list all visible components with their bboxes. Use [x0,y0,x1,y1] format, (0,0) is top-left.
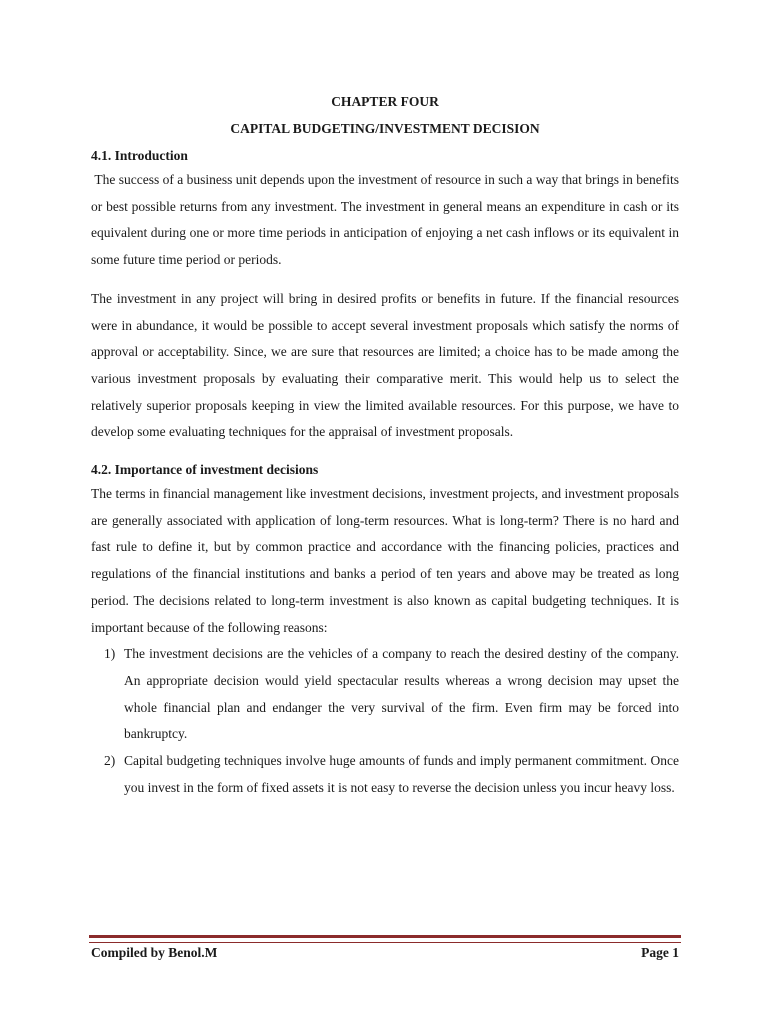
reasons-list [91,641,679,801]
list-item-number: 1) [104,646,116,662]
list-item [91,748,679,801]
section-heading-importance: 4.2. Importance of investment decisions [91,462,319,478]
footer-divider [89,935,681,943]
footer-author: Compiled by Benol.M [91,945,218,960]
paragraph-intro-1: The success of a business unit depends upon the investment of resource in such a way that brings in benefits or best possible returns from any investment. The investment in general means an expenditure in cash or its equivalent during one or more time periods in anticipation of enjoying a net cash inflows or its equivalent in some future time period or periods. [91,172,683,268]
paragraph-importance: The terms in financial management like investment decisions, investment projects, and investment proposals are generally associated with application of long-term resources. What is long-term? There is no hard and fast rule to define it, but by common practice and accordance with the financing policies, practices and regulations of the financial institutions and banks a period of ten years and above may be treated as long period. The decisions related to long-term investment is also known as capital budgeting techniques. It is important because of the following reasons: [91,486,679,635]
chapter-number: CHAPTER FOUR [331,94,439,109]
page-content [91,92,683,801]
paragraph-intro-2: The investment in any project will bring in desired profits or benefits in future. If the financial resources were in abundance, it would be possible to accept several investment proposals which satisfy the norms of approval or acceptability. Since, we are sure that resources are limited; a choice has to be made among the various investment proposals by evaluating their comparative merit. This would help us to select the relatively superior proposals keeping in view the limited available resources. For this purpose, we have to develop some evaluating techniques for the appraisal of investment proposals. [91,290,679,440]
list-item-text: The investment decisions are the vehicles of a company to reach the desired destiny of the company. An appropriate decision would yield spectacular results whereas a wrong decision may upset the whole financial plan and endanger the very survival of the firm. Even firm may be forced into bankruptcy. [124,646,679,742]
section-heading-introduction: 4.1. Introduction [91,148,188,163]
footer-page-number: Page 1 [641,945,679,960]
list-item [91,641,679,748]
chapter-title: CAPITAL BUDGETING/INVESTMENT DECISION [230,121,540,136]
list-item-number: 2) [104,753,116,769]
list-item-text: Capital budgeting techniques involve huge amounts of funds and imply permanent commitment. Once you invest in the form of fixed assets it is not easy to reverse the decision unless you incur heavy loss. [124,753,679,795]
